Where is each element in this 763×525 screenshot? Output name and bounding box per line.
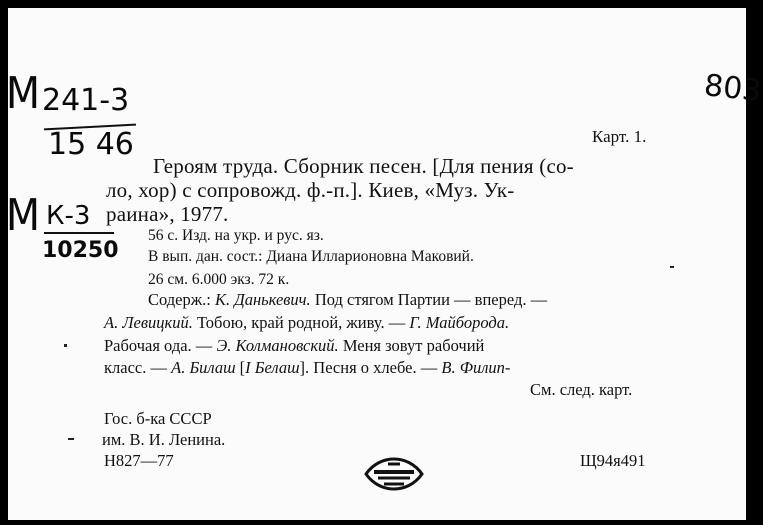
detail-line-2: В вып. дан. сост.: Диана Илларионовна Маковий. [148, 248, 474, 265]
contents-segment: Рабочая ода. — [104, 336, 217, 355]
catalog-code: Н827—77 [104, 451, 174, 470]
library-line-1: Гос. б-ка СССР [104, 409, 212, 428]
contents-segment: I Белаш [245, 358, 300, 377]
contents-segment: класс. — [104, 358, 172, 377]
contents-line-1 [148, 292, 547, 309]
shelf-mark-1-letter: М [5, 68, 41, 119]
shelf-mark-2-number: 10250 [42, 238, 119, 263]
contents-segment: К. Данькевич. [214, 290, 311, 309]
contents-segment: [ [235, 358, 246, 377]
printer-emblem-icon [362, 452, 426, 496]
title-line-3: раина», 1977. [106, 202, 229, 226]
catalog-card [5, 8, 763, 520]
scan-speck [64, 344, 67, 347]
contents-segment: Под стягом Партии — вперед. — [310, 290, 548, 309]
contents-line-4 [104, 360, 510, 377]
contents-segment: Э. Колмановский. [216, 336, 339, 355]
detail-line-1: 56 с. Изд. на укр. и рус. яз. [148, 227, 324, 244]
shelf-mark-1-number: 15 46 [48, 127, 134, 162]
contents-segment: Содерж.: [148, 290, 215, 309]
shelf-mark-1-code: 241-3 [42, 83, 130, 118]
contents-segment: ]. Песня о хлебе. — [299, 358, 442, 377]
title-line-1: Героям труда. Сборник песен. [Для пения (со- [153, 154, 574, 178]
catalog-index: Щ94я491 [580, 451, 646, 470]
scan-speck [68, 438, 74, 440]
detail-line-3: 26 см. 6.000 экз. 72 к. [148, 271, 290, 288]
library-line-2: им. В. И. Ленина. [102, 430, 226, 449]
contents-segment: Меня зовут рабочий [338, 336, 485, 355]
contents-line-2 [104, 315, 509, 332]
contents-segment: А. Билаш [171, 358, 236, 377]
shelf-mark-2-letter: М [5, 190, 41, 241]
contents-line-3 [104, 338, 484, 355]
card-number-handwritten: 803 [702, 68, 763, 109]
shelf-mark-2-code: К-3 [46, 201, 91, 231]
scan-speck [670, 266, 674, 268]
contents-segment: В. Филип- [441, 358, 511, 377]
contents-segment: Г. Майборода. [409, 313, 510, 332]
card-label: Карт. 1. [592, 127, 647, 146]
contents-segment: Тобою, край родной, живу. — [192, 313, 410, 332]
title-line-2: ло, хор) с сопровожд. ф.-п.]. Киев, «Муз. Ук- [106, 178, 515, 202]
continued-note: См. след. карт. [530, 380, 633, 399]
shelf-mark-2-underline [44, 232, 114, 234]
contents-segment: А. Левицкий. [104, 313, 193, 332]
